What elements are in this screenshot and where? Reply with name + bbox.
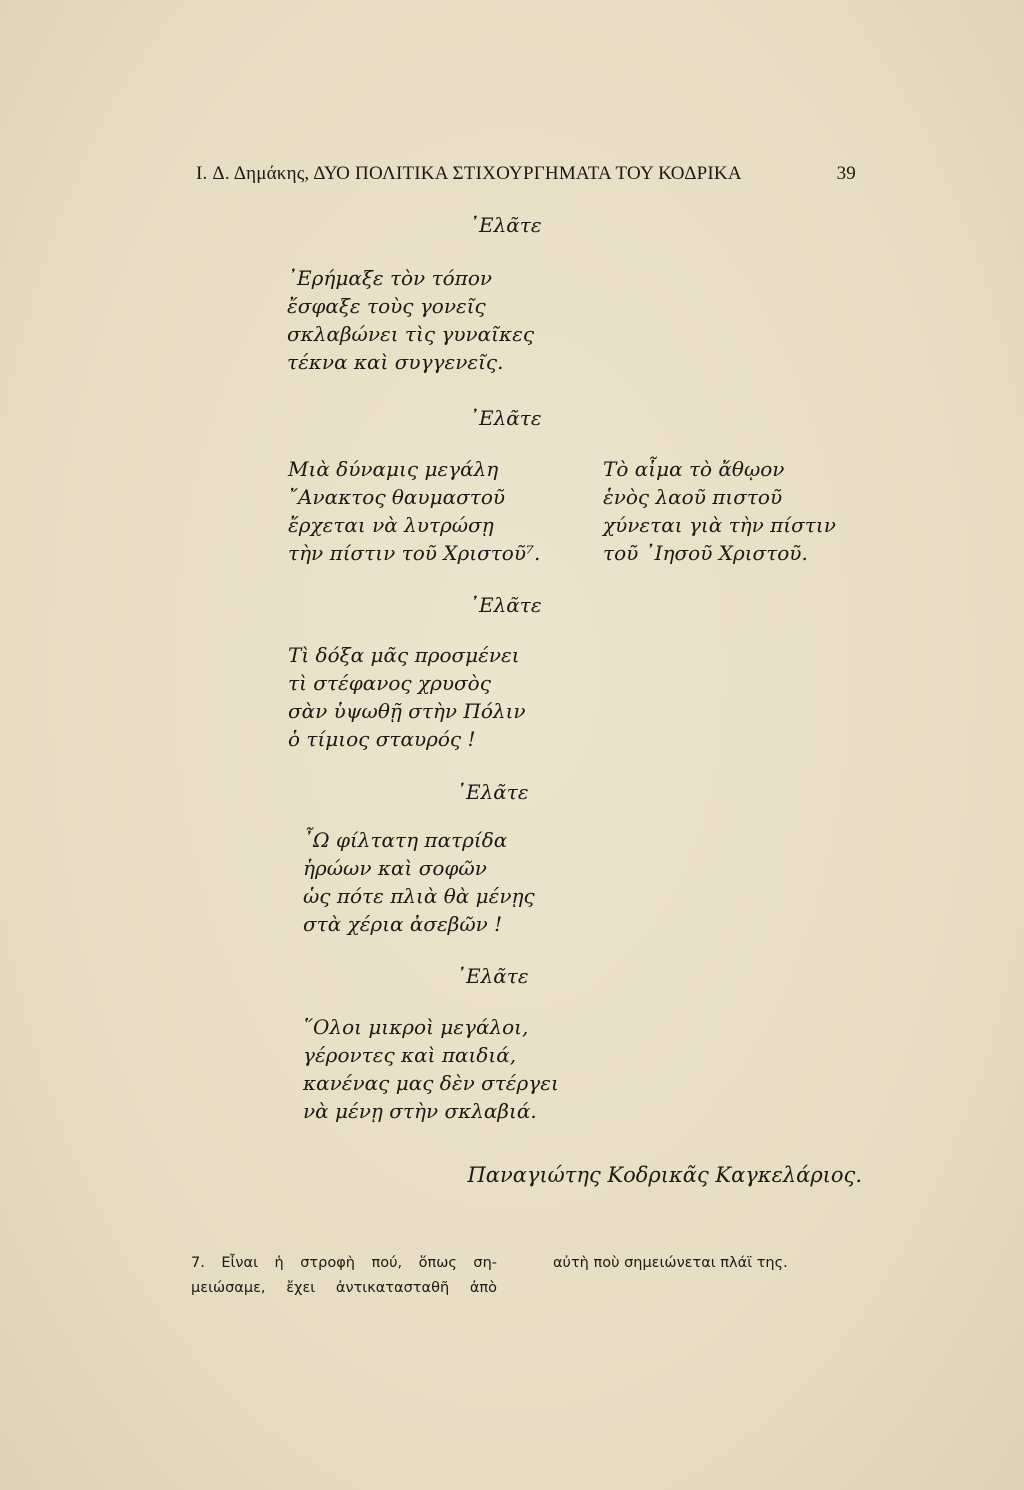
footnote-line: 7. Εἶναι ἡ στροφὴ πού, ὅπως ση- bbox=[191, 1255, 497, 1271]
verse-line: Τὸ αἷμα τὸ ἄθῳον bbox=[603, 457, 785, 481]
verse-line: ἔρχεται νὰ λυτρώσῃ bbox=[288, 513, 494, 537]
page-number: 39 bbox=[836, 163, 856, 184]
refrain-5: ᾿Ελᾶτε bbox=[456, 964, 529, 988]
stanza-4 bbox=[303, 826, 535, 938]
verse-line: τὴν πίστιν τοῦ Χριστοῦ⁷. bbox=[288, 541, 541, 565]
verse-line: ᾿Ερήμαξε τὸν τόπον bbox=[287, 266, 493, 290]
footnote-line: αὐτὴ ποὺ σημειώνεται πλάϊ της. bbox=[553, 1255, 788, 1271]
stanza-1 bbox=[287, 264, 534, 376]
verse-line: τὶ στέφανος χρυσὸς bbox=[288, 671, 491, 695]
verse-line: ἔσφαξε τοὺς γονεῖς bbox=[287, 294, 486, 318]
header-title: I. Δ. Δημάκης, ΔΥΟ ΠΟΛΙΤΙΚΑ ΣΤΙΧΟΥΡΓΗΜΑΤΑ ΤΟΥ ΚΟΔΡΙΚΑ bbox=[196, 163, 742, 184]
refrain-4: ᾿Ελᾶτε bbox=[456, 780, 529, 804]
verse-line: Τὶ δόξα μᾶς προσμένει bbox=[288, 643, 520, 667]
verse-line: ῏Ω φίλτατη πατρίδα bbox=[303, 828, 508, 852]
verse-line: ῎Ανακτος θαυμαστοῦ bbox=[288, 485, 506, 509]
signature: Παναγιώτης Κοδρικᾶς Καγκελάριος. bbox=[467, 1163, 862, 1187]
refrain-3: ᾿Ελᾶτε bbox=[469, 593, 542, 617]
verse-line: σὰν ὑψωθῇ στὴν Πόλιν bbox=[288, 699, 526, 723]
verse-line: χύνεται γιὰ τὴν πίστιν bbox=[603, 513, 836, 537]
refrain-2: ᾿Ελᾶτε bbox=[469, 406, 542, 430]
verse-line: τέκνα καὶ συγγενεῖς. bbox=[287, 350, 504, 374]
stanza-2-left bbox=[288, 455, 540, 567]
verse-line: τοῦ ᾿Ιησοῦ Χριστοῦ. bbox=[603, 541, 808, 565]
verse-line: κανένας μας δὲν στέργει bbox=[303, 1071, 559, 1095]
verse-line: σκλαβώνει τὶς γυναῖκες bbox=[287, 322, 535, 346]
footnote-left bbox=[191, 1251, 497, 1301]
footnote-right bbox=[553, 1251, 788, 1276]
verse-line: ῞Ολοι μικροὶ μεγάλοι, bbox=[303, 1015, 529, 1039]
verse-line: ὡς πότε πλιὰ θὰ μένῃς bbox=[303, 884, 535, 908]
verse-line: νὰ μένῃ στὴν σκλαβιά. bbox=[303, 1099, 537, 1123]
running-header bbox=[196, 163, 856, 189]
stanza-5 bbox=[303, 1013, 559, 1125]
verse-line: ἑνὸς λαοῦ πιστοῦ bbox=[603, 485, 783, 509]
verse-line: γέροντες καὶ παιδιά, bbox=[303, 1043, 517, 1067]
verse-line: ἡρώων καὶ σοφῶν bbox=[303, 856, 487, 880]
verse-line: ὁ τίμιος σταυρός ! bbox=[288, 727, 476, 751]
verse-line: Μιὰ δύναμις μεγάλη bbox=[288, 457, 499, 481]
verse-line: στὰ χέρια ἀσεβῶν ! bbox=[303, 912, 503, 936]
stanza-2-right bbox=[603, 455, 836, 567]
refrain-1: ᾿Ελᾶτε bbox=[469, 213, 542, 237]
stanza-3 bbox=[288, 641, 526, 753]
footnote-line: μειώσαμε, ἔχει ἀντικατασταθῆ ἀπὸ bbox=[191, 1280, 497, 1296]
